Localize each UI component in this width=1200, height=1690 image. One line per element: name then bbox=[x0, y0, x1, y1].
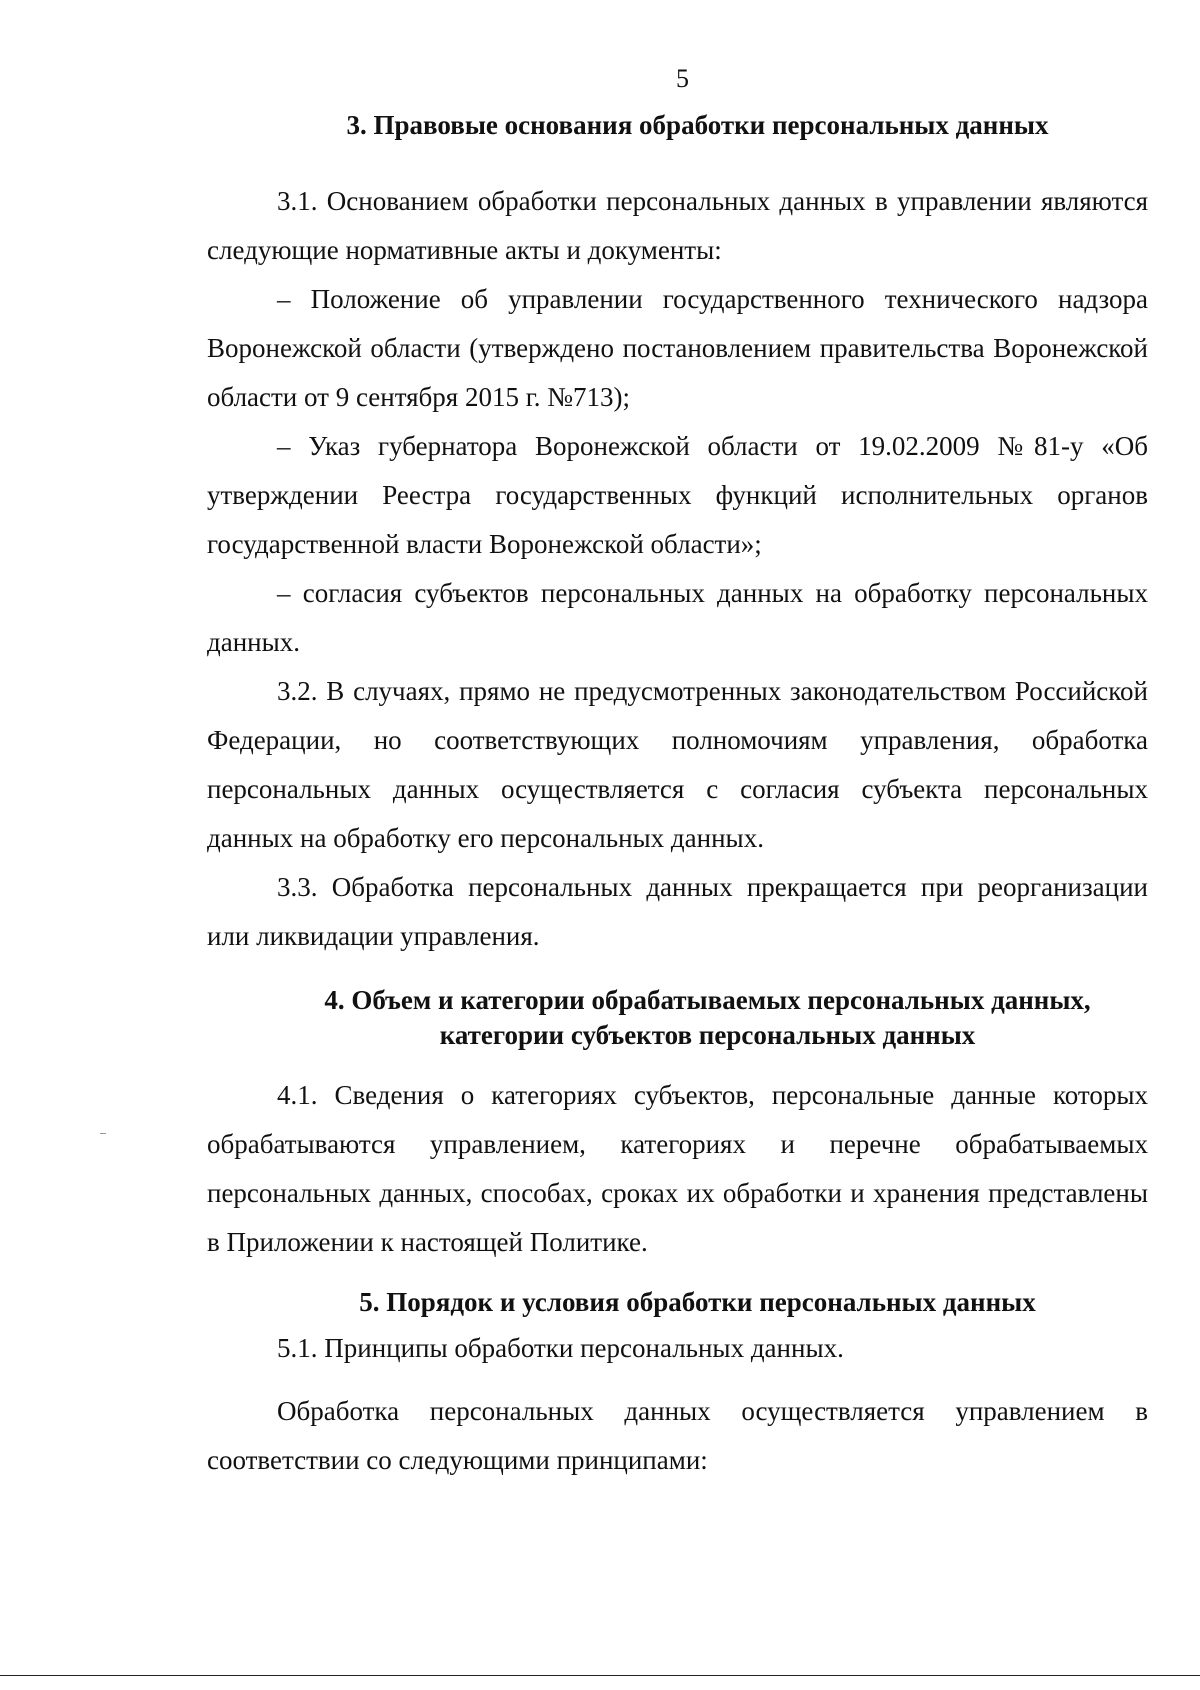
section-4-heading bbox=[207, 983, 1148, 1053]
scan-artifact bbox=[100, 1133, 106, 1134]
section-4-heading-line-2: категории субъектов персональных данных bbox=[439, 1020, 976, 1050]
paragraph-5-1: 5.1. Принципы обработки персональных данных. bbox=[277, 1333, 844, 1363]
section-4-heading-line-1: 4. Объем и категории обрабатываемых персональных данных, bbox=[324, 985, 1091, 1015]
paragraph-3-3: 3.3. Обработка персональных данных прекращается при реорганизации или ликвидации управления. bbox=[207, 872, 1148, 951]
list-item-decree: – Указ губернатора Воронежской области от 19.02.2009 №81-у «Об утверждении Реестра государственных функций исполнительных органов государственной власти Воронежской области»; bbox=[207, 431, 1148, 559]
footer-rule bbox=[0, 1675, 1200, 1676]
section-5-heading: 5. Порядок и условия обработки персональных данных bbox=[359, 1287, 1036, 1317]
document-body bbox=[207, 108, 1148, 1485]
list-item-consent: – согласия субъектов персональных данных на обработку персональных данных. bbox=[207, 578, 1148, 657]
paragraph-3-1: 3.1. Основанием обработки персональных данных в управлении являются следующие нормативные акты и документы: bbox=[207, 186, 1148, 265]
paragraph-3-2: 3.2. В случаях, прямо не предусмотренных законодательством Российской Федерации, но соответствующих полномочиям управления, обработка персональных данных осуществляется с согласия субъекта персональных данных на обработку его персональных данных. bbox=[207, 676, 1148, 853]
section-3-heading: 3. Правовые основания обработки персональных данных bbox=[346, 110, 1049, 140]
page-number: 5 bbox=[676, 64, 689, 93]
paragraph-4-1: 4.1. Сведения о категориях субъектов, персональные данные которых обрабатываются управлением, категориях и перечне обрабатываемых персональных данных, способах, сроках их обработки и хранения представлены в Приложении к настоящей Политике. bbox=[207, 1080, 1148, 1257]
list-item-regulation: – Положение об управлении государственного технического надзора Воронежской области (утверждено постановлением правительства Воронежской области от 9 сентября 2015 г. №713); bbox=[207, 284, 1148, 412]
paragraph-5-principles-intro: Обработка персональных данных осуществляется управлением в соответствии со следующими принципами: bbox=[207, 1396, 1148, 1475]
